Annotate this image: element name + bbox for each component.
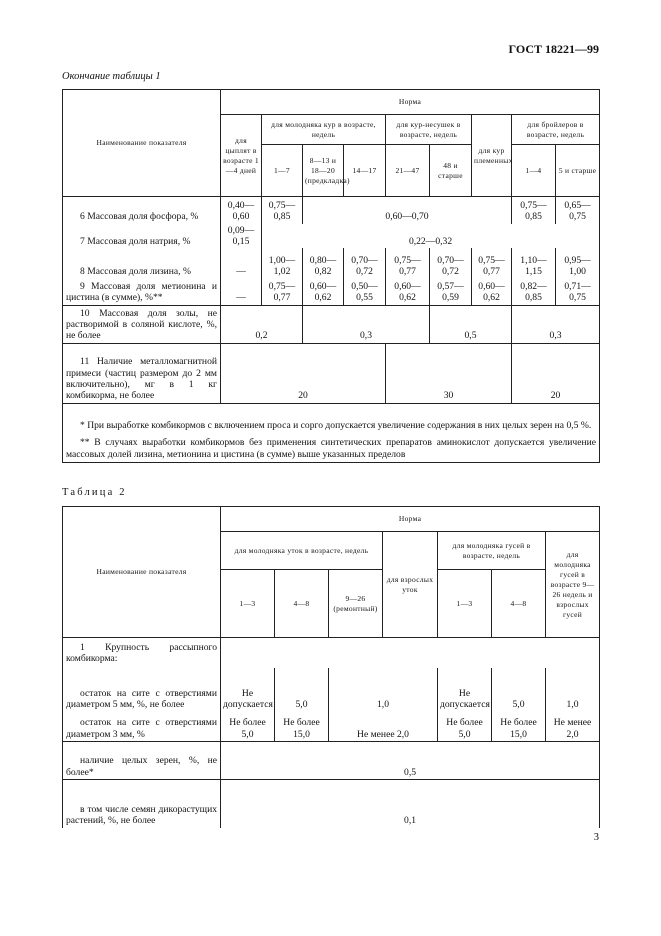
cell-value: 0,75—0,77 [386,248,430,278]
cell-value: Не более 5,0 [438,712,492,742]
cell-value: 0,50—0,55 [344,278,386,305]
table-row [63,668,600,712]
header-young-1-7: 1—7 [262,145,303,197]
cell-value: 0,40—0,60 [221,197,262,224]
column-header-indicator: Наименование показателя [63,507,221,638]
header-ducklings-9-26: 9—26 (ремонтный) [329,570,383,638]
cell-value-merged: 0,2 [221,305,303,343]
cell-value: Не допускается [438,668,492,712]
cell-value-merged: 0,3 [303,305,430,343]
header-geese-older: для молодняка гусей в возрасте 9—26 недель и взрослых гусей [546,532,600,638]
cell-value: — [221,278,262,305]
header-layers-21-47: 21—47 [386,145,430,197]
table1-caption: Окончание таблицы 1 [62,71,161,82]
table-row [63,248,600,278]
cell-value: Не более 15,0 [492,712,546,742]
page-number: 3 [593,832,599,843]
row-label-methionine: 9 Массовая доля метионина и цистина (в сумме), %** [63,278,221,305]
row-label-sieve-3mm: остаток на сите с отверстиями диаметром 3 мм, % [63,712,221,742]
document-id: ГОСТ 18221—99 [508,42,599,56]
row-label-lysine: 8 Массовая доля лизина, % [63,248,221,278]
cell-value: 0,70—0,72 [344,248,386,278]
table-1 [62,89,600,463]
cell-value: 0,75—0,77 [472,248,512,278]
header-ducklings: для молодняка уток в возрасте, недель [221,532,383,570]
header-chicks: для цыплят в возрасте 1—4 дней [221,115,262,197]
cell-value-merged: 0,5 [430,305,512,343]
column-header-indicator: Наименование показателя [63,90,221,197]
header-ducklings-1-3: 1—3 [221,570,275,638]
cell-value-merged: 30 [386,343,512,403]
row-label-metal-impurity: 11 Наличие металломагнитной примеси (частиц размером до 2 мм включительно), мг в 1 кг комбикорма, не более [63,343,221,403]
table-notes-row [63,403,600,462]
cell-empty [221,638,600,668]
cell-value-merged: Не менее 2,0 [329,712,438,742]
header-layers-48: 48 и старше [430,145,472,197]
cell-value: 5,0 [492,668,546,712]
table-row [63,343,600,403]
cell-value: 1,10—1,15 [512,248,556,278]
table-2 [62,506,600,828]
header-goslings-4-8: 4—8 [492,570,546,638]
cell-value: 0,57—0,59 [430,278,472,305]
row-label-whole-grains: наличие целых зерен, %, не более* [63,742,221,780]
cell-value: 0,95—1,00 [556,248,600,278]
cell-value: 0,65—0,75 [556,197,600,224]
column-header-norm: Норма [221,90,600,115]
cell-value: 0,09—0,15 [221,224,262,249]
header-adult-ducks: для взрослых уток [383,532,438,638]
cell-value-merged: 1,0 [329,668,438,712]
cell-value: 0,75—0,85 [512,197,556,224]
header-laying-hens: для кур-несушек в возрасте, недель [386,115,472,145]
header-young-hens: для молодняка кур в возрасте, недель [262,115,386,145]
table-row [63,712,600,742]
header-broilers-1-4: 1—4 [512,145,556,197]
cell-value: Не менее 2,0 [546,712,600,742]
cell-value: 0,75—0,85 [262,197,303,224]
table-row [63,305,600,343]
footnote-2: ** В случаях выработки комбикормов без применения синтетических препаратов аминокислот допускается увеличение массовых долей лизина, метионина и цистина (в сумме) выше указанных пределов [66,437,597,460]
header-broilers: для бройлеров в возрасте, недель [512,115,600,145]
cell-value: Не более 15,0 [275,712,329,742]
cell-value-merged: 20 [221,343,386,403]
cell-value-merged: 0,60—0,70 [303,197,512,224]
row-label-sodium: 7 Массовая доля натрия, % [63,224,221,249]
row-label-phosphorus: 6 Массовая доля фосфора, % [63,197,221,224]
header-broilers-5: 5 и старше [556,145,600,197]
table-row [63,638,600,668]
header-young-14-17: 14—17 [344,145,386,197]
cell-value-merged: 0,3 [512,305,600,343]
table-row [63,224,600,249]
cell-value: Не допускается [221,668,275,712]
cell-value: 5,0 [275,668,329,712]
cell-value: 1,00—1,02 [262,248,303,278]
cell-value: 0,70—0,72 [430,248,472,278]
cell-value-merged: 0,1 [221,780,600,828]
header-ducklings-4-8: 4—8 [275,570,329,638]
table-row [63,742,600,780]
row-label-sieve-5mm: остаток на сите с отверстиями диаметром 5 мм, %, не более [63,668,221,712]
cell-value: Не более 5,0 [221,712,275,742]
header-young-8-13: 8—13 и 18—20 (предкладка) [303,145,344,197]
cell-value-merged: 0,22—0,32 [262,224,600,249]
header-goslings: для молодняка гусей в возрасте, недель [438,532,546,570]
cell-value: 0,71—0,75 [556,278,600,305]
table-row [63,278,600,305]
row-label-ash: 10 Массовая доля золы, не растворимой в соляной кислоте, %, не более [63,305,221,343]
column-header-norm: Норма [221,507,600,532]
cell-value: 1,0 [546,668,600,712]
cell-value: 0,60—0,62 [386,278,430,305]
table-row [63,197,600,224]
cell-value-merged: 0,5 [221,742,600,780]
header-breeding-hens: для кур племенных [472,115,512,197]
cell-value: 0,60—0,62 [472,278,512,305]
table-row [63,780,600,828]
cell-value: 0,60—0,62 [303,278,344,305]
row-label-fineness: 1 Крупность рассыпного комбикорма: [63,638,221,668]
footnote-1: * При выработке комбикормов с включением проса и сорго допускается увеличение содержания в них целых зерен на 0,5 %. [80,419,592,431]
header-goslings-1-3: 1—3 [438,570,492,638]
table-notes [63,403,600,462]
cell-value: 0,80—0,82 [303,248,344,278]
cell-value: — [221,248,262,278]
cell-value: 0,82—0,85 [512,278,556,305]
cell-value: 0,75—0,77 [262,278,303,305]
cell-value-merged: 20 [512,343,600,403]
row-label-weed-seeds: в том числе семян дикорастущих растений, %, не более [63,780,221,828]
table2-caption: Таблица 2 [62,487,127,498]
